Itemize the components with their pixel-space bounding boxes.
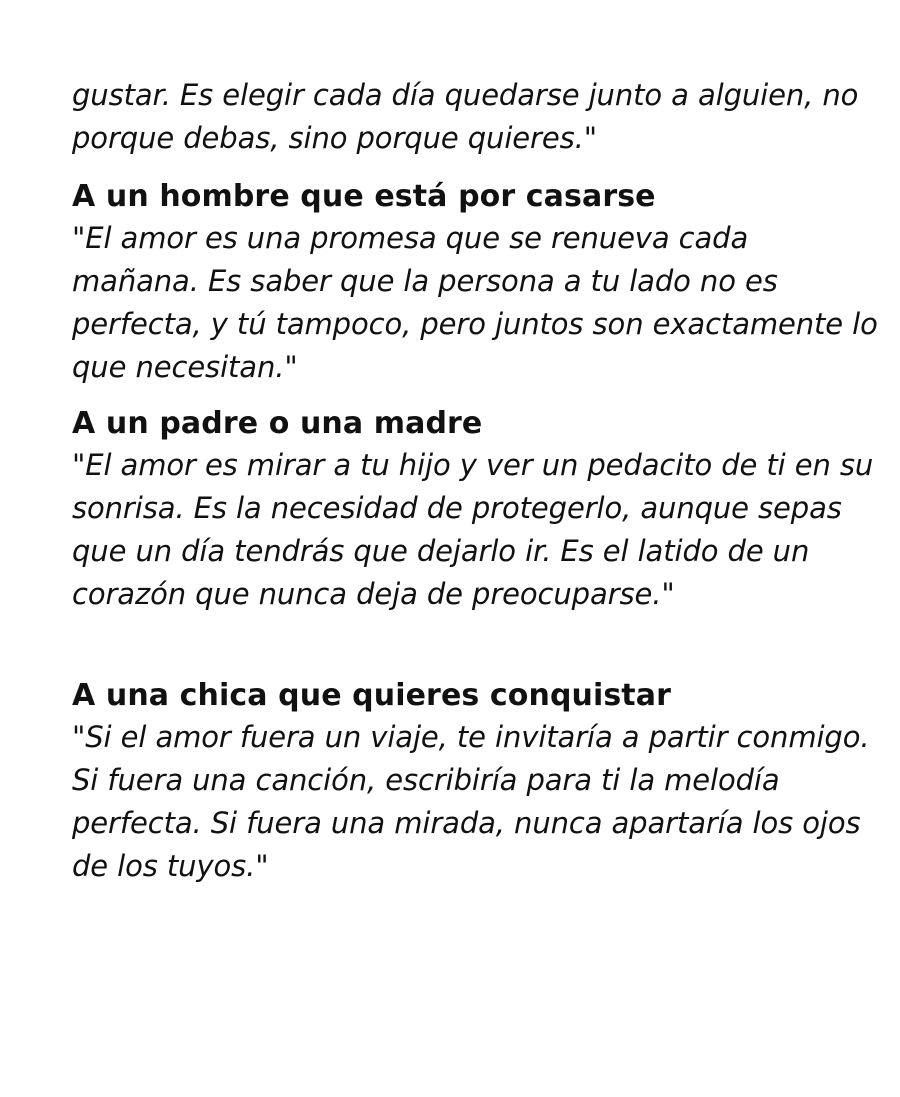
quote-girl (72, 716, 870, 888)
quote-line: sonrisa. Es la necesidad de protegerlo, aunque sepas (72, 491, 842, 525)
section-heading-parent: A un padre o una madre (72, 406, 483, 441)
quote-groom (72, 217, 878, 389)
section-heading-girl: A una chica que quieres conquistar (72, 678, 671, 713)
quote-line: que un día tendrás que dejarlo ir. Es el latido de un (72, 534, 810, 568)
quote-line: de los tuyos." (72, 849, 269, 883)
quote-line: corazón que nunca deja de preocuparse." (72, 577, 675, 611)
quote-line: mañana. Es saber que la persona a tu lado no es (72, 264, 778, 298)
continued-quote (72, 74, 859, 160)
quote-line: perfecta, y tú tampoco, pero juntos son exactamente lo (72, 307, 878, 341)
quote-line: gustar. Es elegir cada día quedarse junto a alguien, no (72, 78, 859, 112)
quote-line: "Si el amor fuera un viaje, te invitaría a partir conmigo. (72, 720, 870, 754)
quote-line: Si fuera una canción, escribiría para ti la melodía (72, 763, 780, 797)
quote-line: "El amor es una promesa que se renueva cada (72, 221, 749, 255)
quote-line: "El amor es mirar a tu hijo y ver un pedacito de ti en su (72, 448, 874, 482)
quote-line: perfecta. Si fuera una mirada, nunca apartaría los ojos (72, 806, 861, 840)
document-page (72, 74, 878, 888)
quote-parent (72, 444, 874, 616)
section-heading-groom: A un hombre que está por casarse (72, 179, 656, 214)
quote-line: que necesitan." (72, 350, 298, 384)
quote-line: porque debas, sino porque quieres." (72, 121, 597, 155)
